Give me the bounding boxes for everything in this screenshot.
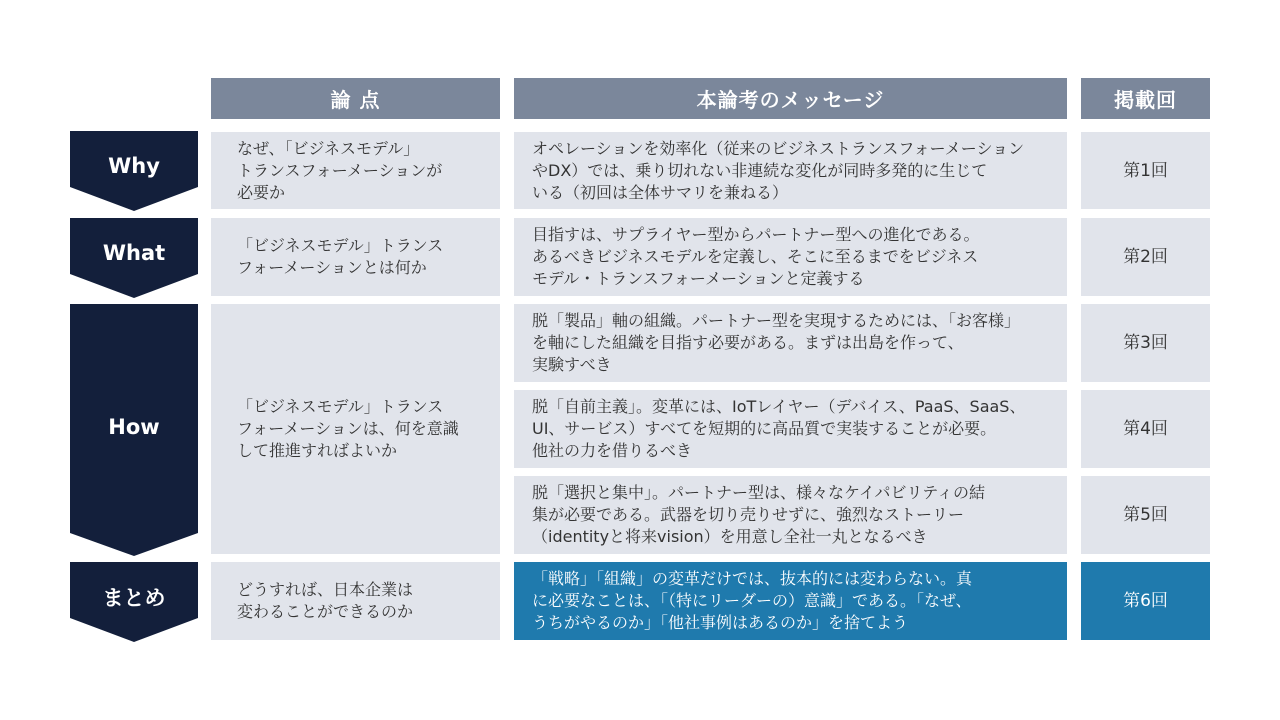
issue-why-text: なぜ、「ビジネスモデル」 トランスフォーメーションが 必要か (237, 138, 443, 202)
message-row-4 (514, 390, 1067, 468)
phase-how-label: How (108, 415, 160, 439)
message-row-5 (514, 476, 1067, 554)
message-text-6: 「戦略」「組織」の変革だけでは、抜本的には変わらない。真 に必要なことは、「（特にリーダーの）意識」である。「なぜ、 うちがやるのか」「他社事例はあるのか」を捨てよう (532, 569, 973, 632)
message-row-2 (514, 218, 1067, 296)
header-message: 本論考のメッセージ (514, 78, 1067, 119)
header-installment: 掲載回 (1081, 78, 1210, 119)
issue-why (211, 132, 500, 209)
message-text-1: オペレーションを効率化（従来のビジネストランスフォーメーション やDX）では、乗り切れない非連続な変化が同時多発的に生じて いる（初回は全体サマリを兼ねる） (532, 138, 1025, 202)
phase-why-label: Why (108, 154, 160, 178)
message-text-4: 脱「自前主義」。変革には、IoTレイヤー（デバイス、PaaS、SaaS、 UI、サービス）すべてを短期的に高品質で実装することが必要。 他社の力を借りるべき (532, 397, 1026, 460)
phase-what-label: What (102, 241, 166, 265)
installment-2: 第2回 (1081, 218, 1210, 296)
installment-5: 第5回 (1081, 476, 1210, 554)
message-row-3 (514, 304, 1067, 382)
message-row-1 (514, 132, 1067, 209)
message-text-3: 脱「製品」軸の組織。パートナー型を実現するためには、「お客様」 を軸にした組織を目指す必要がある。まずは出島を作って、 実験すべき (532, 311, 1021, 374)
issue-summary (211, 562, 500, 640)
message-text-5: 脱「選択と集中」。パートナー型は、様々なケイパビリティの結 集が必要である。武器を切り売りせずに、強烈なストーリー （identityと将来vision）を用意し全社一丸となるべき (532, 483, 985, 546)
issue-what-text: 「ビジネスモデル」トランス フォーメーションとは何か (237, 236, 444, 277)
installment-1: 第1回 (1081, 132, 1210, 209)
phase-summary-label: まとめ (102, 586, 166, 610)
issue-what (211, 218, 500, 296)
installment-4: 第4回 (1081, 390, 1210, 468)
issue-how-text: 「ビジネスモデル」トランス フォーメーションは、何を意識 して推進すればよいか (237, 397, 459, 460)
header-issue: 論 点 (211, 78, 500, 119)
installment-3: 第3回 (1081, 304, 1210, 382)
message-text-2: 目指すは、サプライヤー型からパートナー型への進化である。 あるべきビジネスモデルを定義し、そこに至るまでをビジネス モデル・トランスフォーメーションと定義する (532, 225, 980, 288)
issue-how (211, 304, 500, 554)
installment-6-highlight: 第6回 (1081, 562, 1210, 640)
issue-summary-text: どうすれば、日本企業は 変わることができるのか (237, 580, 414, 621)
message-row-6-highlight (514, 562, 1067, 640)
